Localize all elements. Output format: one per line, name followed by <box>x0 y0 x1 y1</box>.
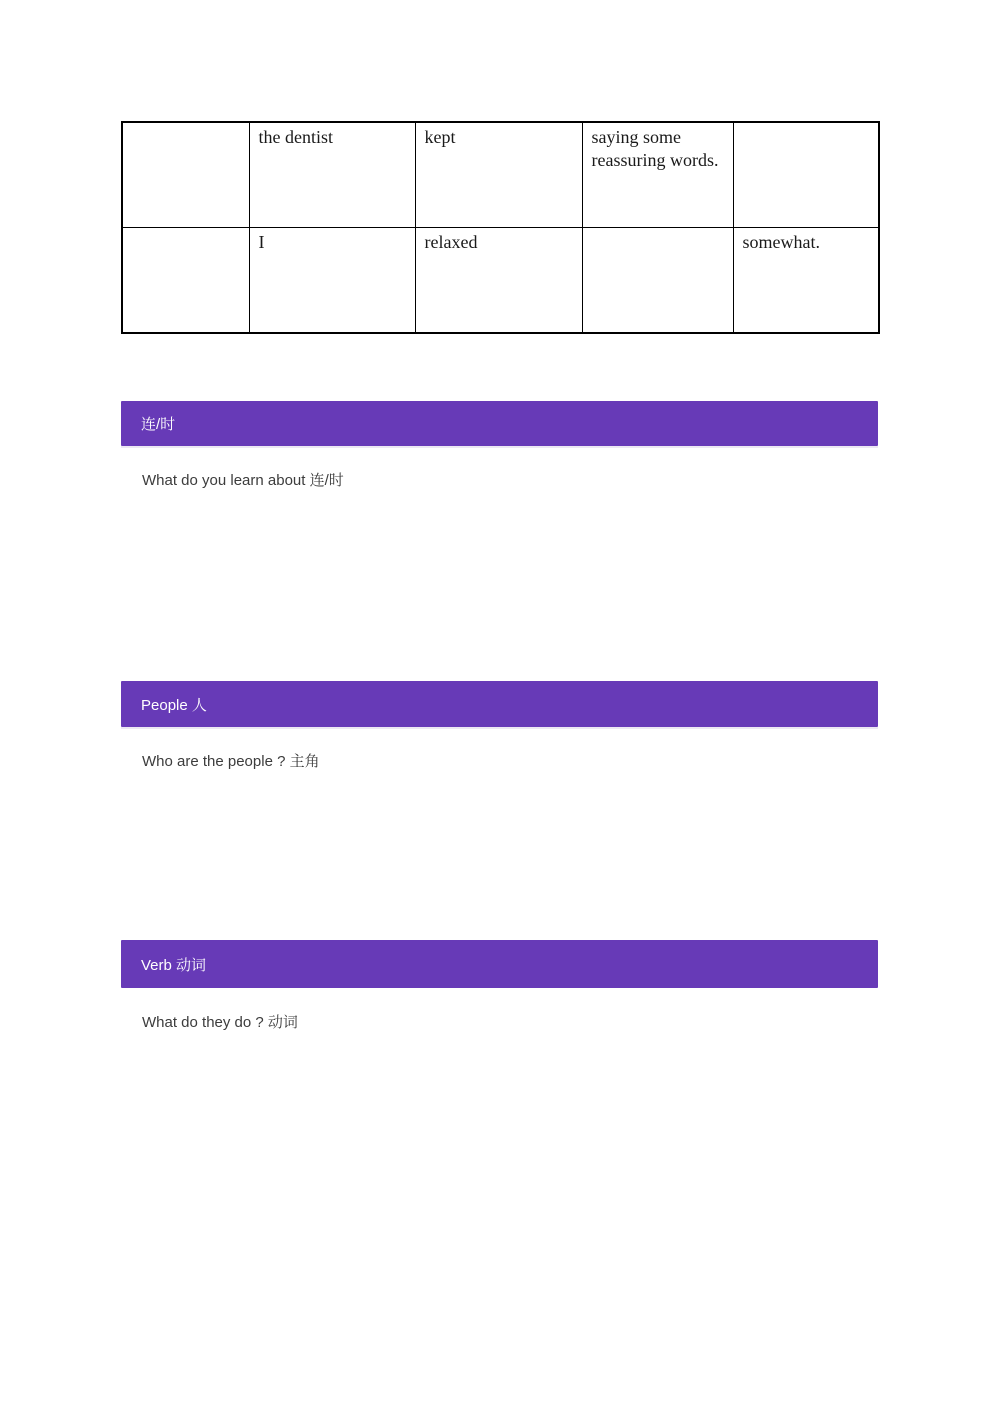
section-header-time <box>121 401 878 446</box>
section-title: Verb 动词 <box>141 956 207 974</box>
section-question: What do they do ? 动词 <box>142 1014 298 1031</box>
table-cell: somewhat. <box>733 228 879 334</box>
table-cell: kept <box>415 122 582 228</box>
section-header-verb <box>121 940 878 988</box>
table-cell: I <box>249 228 415 334</box>
sentence-table <box>121 121 880 334</box>
section-divider <box>121 446 878 448</box>
section-question: Who are the people ? 主角 <box>142 753 320 770</box>
section-divider <box>121 727 878 729</box>
table-cell <box>733 122 879 228</box>
table-cell <box>122 122 249 228</box>
table-cell: the dentist <box>249 122 415 228</box>
section-question: What do you learn about 连/时 <box>142 472 344 489</box>
table-cell <box>122 228 249 334</box>
section-header-people <box>121 681 878 727</box>
table-cell: relaxed <box>415 228 582 334</box>
table-cell <box>582 228 733 334</box>
section-title: People 人 <box>141 696 207 714</box>
table-cell: saying some reassuring words. <box>582 122 733 228</box>
section-title: 连/时 <box>141 416 176 433</box>
table-row <box>122 122 879 228</box>
table-row <box>122 228 879 334</box>
